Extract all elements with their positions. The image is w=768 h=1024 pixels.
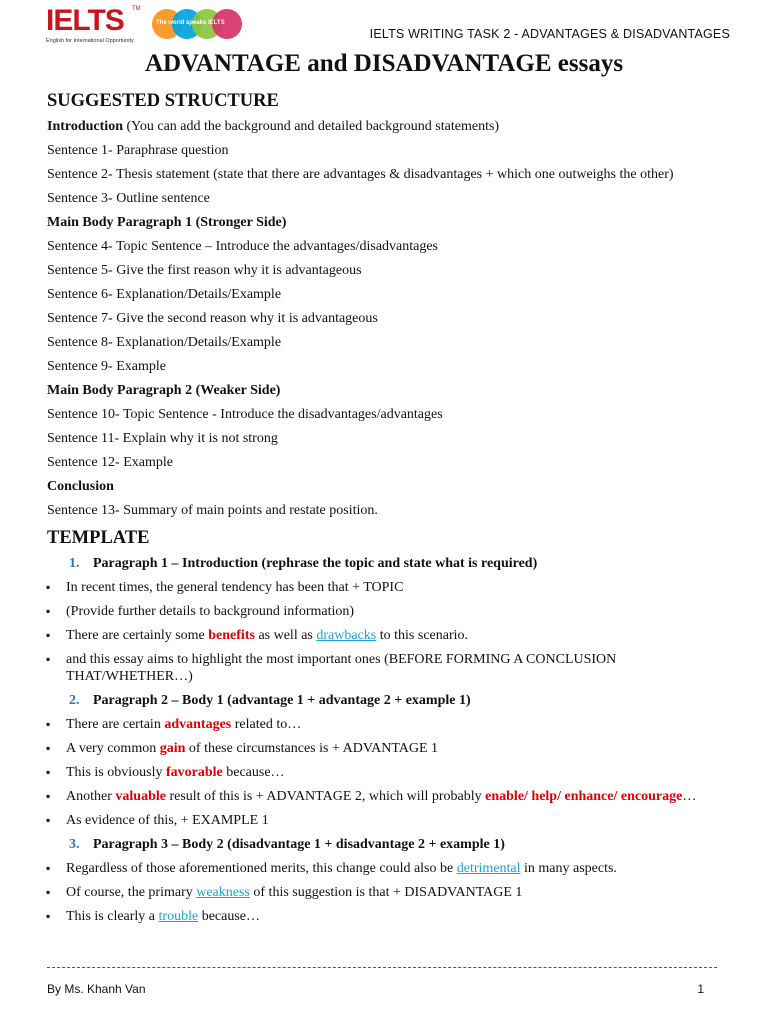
text-run: because… [222,765,285,780]
sentence-1: Sentence 1- Paraphrase question [47,143,229,158]
sentence-3: Sentence 3- Outline sentence [47,191,210,206]
sentence-7: Sentence 7- Give the second reason why it is advantageous [47,311,378,326]
text-run: because… [198,909,260,924]
sentence-9: Sentence 9- Example [47,359,166,374]
paragraph-3-heading [47,836,721,853]
list-item [47,908,721,925]
text-run: This is clearly a [66,909,159,924]
highlight-red: favorable [165,765,223,780]
intro-note: (You can add the background and detailed background statements) [122,119,500,134]
list-item: ▪ and this essay aims to highlight the most important ones (BEFORE FORMING A CONCLUSION THAT/WHETHER…) [47,651,721,685]
text-run: A very common [66,741,160,756]
paragraph-3-number: 3. [69,837,80,852]
sentence-2: Sentence 2- Thesis statement (state that there are advantages & disadvantages + which one outweighs the other) [47,167,674,182]
sentence-6: Sentence 6- Explanation/Details/Example [47,287,282,302]
highlight-red: enable/ help/ enhance/ encourage [485,789,683,804]
text-run: of these circumstances is + ADVANTAGE 1 [185,741,439,756]
highlight-red: valuable [115,789,166,804]
text-run: as well as [254,628,317,643]
highlight-red: benefits [208,628,255,643]
structure-heading: SUGGESTED STRUCTURE [47,91,279,111]
page-title: ADVANTAGE and DISADVANTAGE essays [144,50,624,77]
sentence-11: Sentence 11- Explain why it is not strong [47,431,278,446]
list-item: ▪ (Provide further details to background information) [47,603,721,620]
text-run: … [682,789,697,804]
main-body-1-heading: Main Body Paragraph 1 (Stronger Side) [47,215,287,230]
paragraph-1-label: Paragraph 1 – Introduction (rephrase the topic and state what is required) [93,556,538,571]
sentence-8: Sentence 8- Explanation/Details/Example [47,335,282,350]
list-item: ▪ In recent times, the general tendency has been that + TOPIC [47,579,721,596]
intro-label: Introduction [47,119,123,134]
text-run: Another [66,789,116,804]
text-run: Of course, the primary [66,885,197,900]
intro-line [47,118,721,135]
text-run: There are certain [66,717,165,732]
sentence-10: Sentence 10- Topic Sentence - Introduce the disadvantages/advantages [47,407,443,422]
paragraph-2-number: 2. [69,693,80,708]
conclusion-heading: Conclusion [47,479,114,494]
link-weakness[interactable]: weakness [196,885,250,900]
highlight-red: advantages [164,717,232,732]
sentence-4: Sentence 4- Topic Sentence – Introduce the advantages/disadvantages [47,239,439,254]
sentence-12: Sentence 12- Example [47,455,173,470]
list-item [47,788,721,805]
highlight-red: gain [159,741,186,756]
sentence-5: Sentence 5- Give the first reason why it is advantageous [47,263,362,278]
logo-wordmark: IELTS [46,4,124,37]
list-item: ▪ As evidence of this, + EXAMPLE 1 [47,812,721,829]
text-run: of this suggestion is that + DISADVANTAGE 1 [249,885,523,900]
list-item [47,860,721,877]
paragraph-2-label: Paragraph 2 – Body 1 (advantage 1 + advantage 2 + example 1) [93,693,471,708]
list-item [47,627,721,644]
list-item [47,716,721,733]
sentence-13: Sentence 13- Summary of main points and restate position. [47,503,378,518]
ielts-logo [46,6,246,48]
logo-slogan: The world speaks IELTS [156,20,225,26]
paragraph-3-label: Paragraph 3 – Body 2 (disadvantage 1 + disadvantage 2 + example 1) [93,837,505,852]
paragraph-2-heading [47,692,721,709]
main-body-2-heading: Main Body Paragraph 2 (Weaker Side) [47,383,281,398]
text-run: This is obviously [66,765,166,780]
page-number: 1 [697,982,704,996]
footer-divider [47,967,717,968]
text-run: in many aspects. [520,861,617,876]
logo-trademark: TM [132,6,141,12]
header-title: IELTS WRITING TASK 2 - ADVANTAGES & DISADVANTAGES [369,27,730,41]
text-run: related to… [231,717,302,732]
paragraph-1-heading [47,555,721,572]
main-content [47,90,721,932]
link-drawbacks[interactable]: drawbacks [316,628,377,643]
text-run: Regardless of those aforementioned merits, this change could also be [66,861,457,876]
text-run: There are certainly some [66,628,209,643]
text-run: to this scenario. [376,628,469,643]
list-item [47,884,721,901]
list-item [47,764,721,781]
logo-tagline: English for International Opportunity [46,38,134,44]
footer-author: By Ms. Khanh Van [47,982,146,996]
list-item [47,740,721,757]
template-heading: TEMPLATE [47,528,150,548]
link-trouble[interactable]: trouble [158,909,199,924]
link-detrimental[interactable]: detrimental [456,861,521,876]
paragraph-1-number: 1. [69,556,80,571]
text-run: result of this is + ADVANTAGE 2, which will probably [165,789,486,804]
